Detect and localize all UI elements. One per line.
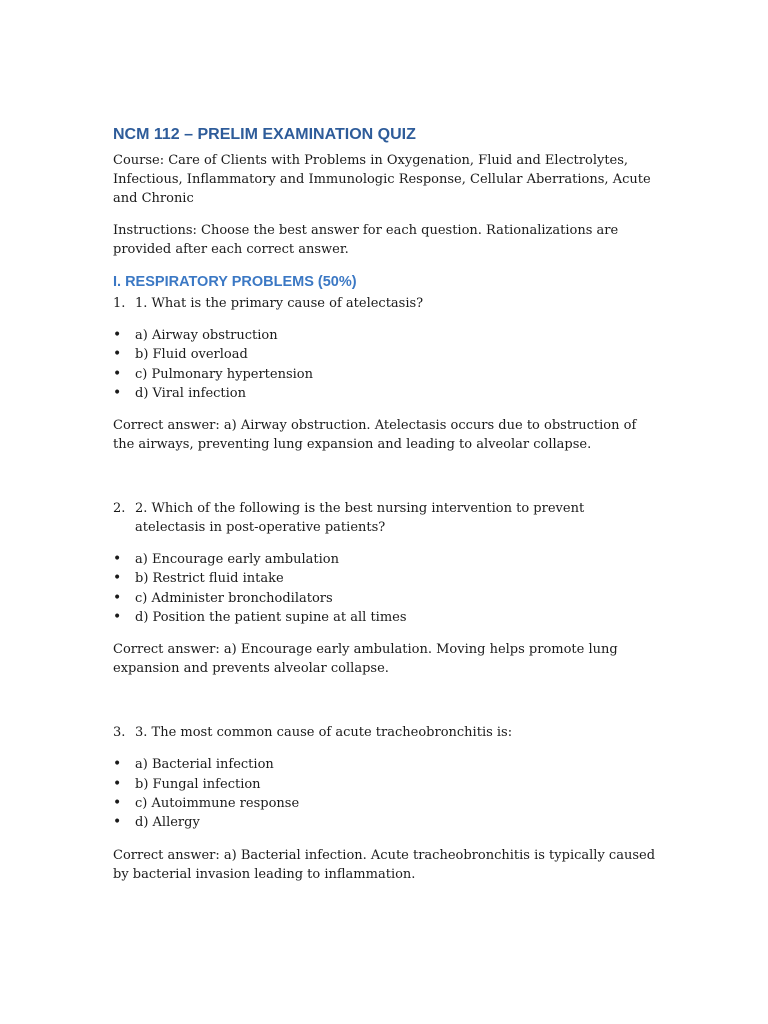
bullet-icon: • xyxy=(113,756,122,773)
option-item xyxy=(113,755,658,774)
correct-answer: Correct answer: a) Bacterial infection. Acute tracheobronchitis is typically caused by bacterial invasion leading to inflammation. xyxy=(113,847,656,882)
option-text: a) Airway obstruction xyxy=(135,328,278,343)
option-item xyxy=(113,550,658,569)
question xyxy=(113,499,658,537)
option-item xyxy=(113,608,658,627)
bullet-icon: • xyxy=(113,346,122,363)
question-block xyxy=(113,499,658,678)
question xyxy=(113,294,658,313)
option-item xyxy=(113,384,658,403)
option-item xyxy=(113,365,658,384)
question-block xyxy=(113,723,658,883)
correct-answer: Correct answer: a) Encourage early ambulation. Moving helps promote lung expansion and prevents alveolar collapse. xyxy=(113,642,618,677)
bullet-icon: • xyxy=(113,384,122,401)
question-block xyxy=(113,294,658,454)
option-item xyxy=(113,794,658,813)
option-text: a) Encourage early ambulation xyxy=(135,552,339,568)
instructions-text: Instructions: Choose the best answer for each question. Rationalizations are provided after each correct answer. xyxy=(113,223,619,257)
option-text: c) Autoimmune response xyxy=(135,795,300,811)
question-text: 1. What is the primary cause of atelectasis? xyxy=(135,296,424,311)
document-page xyxy=(113,125,658,884)
option-item xyxy=(113,589,658,608)
options-list xyxy=(113,550,658,627)
option-item xyxy=(113,345,658,364)
course-description: Course: Care of Clients with Problems in Oxygenation, Fluid and Electrolytes, Infectious, Inflammatory and Immunologic Response, Cellular Aberrations, Acute and Chronic xyxy=(113,153,651,206)
bullet-icon: • xyxy=(113,775,122,792)
bullet-icon: • xyxy=(113,551,122,568)
section-heading: I. RESPIRATORY PROBLEMS (50%) xyxy=(113,274,357,290)
option-text: b) Fungal infection xyxy=(135,776,261,792)
option-text: b) Fluid overload xyxy=(135,347,248,363)
option-item xyxy=(113,775,658,794)
bullet-icon: • xyxy=(113,570,122,587)
question-text: 3. The most common cause of acute tracheobronchitis is: xyxy=(135,725,513,741)
option-item xyxy=(113,569,658,588)
bullet-icon: • xyxy=(113,327,122,343)
option-item xyxy=(113,813,658,832)
option-text: a) Bacterial infection xyxy=(135,757,274,773)
document-title: NCM 112 – PRELIM EXAMINATION QUIZ xyxy=(113,126,416,143)
question xyxy=(113,723,658,742)
question-number: 3. xyxy=(113,725,126,741)
option-text: d) Position the patient supine at all times xyxy=(135,610,407,626)
bullet-icon: • xyxy=(113,609,122,626)
option-text: c) Pulmonary hypertension xyxy=(135,366,313,382)
bullet-icon: • xyxy=(113,794,122,811)
correct-answer: Correct answer: a) Airway obstruction. Atelectasis occurs due to obstruction of the airways, preventing lung expansion and leading to alveolar collapse. xyxy=(113,418,637,453)
option-text: b) Restrict fluid intake xyxy=(135,571,284,587)
option-item xyxy=(113,326,658,345)
option-text: d) Allergy xyxy=(135,815,200,831)
question-text: 2. Which of the following is the best nursing intervention to prevent atelectasis in post-operative patients? xyxy=(135,501,585,536)
bullet-icon: • xyxy=(113,589,122,606)
option-text: c) Administer bronchodilators xyxy=(135,590,333,606)
options-list xyxy=(113,755,658,832)
question-number: 2. xyxy=(113,501,126,517)
options-list xyxy=(113,326,658,403)
bullet-icon: • xyxy=(113,814,122,831)
bullet-icon: • xyxy=(113,365,122,382)
question-number: 1. xyxy=(113,296,126,311)
option-text: d) Viral infection xyxy=(135,385,246,401)
